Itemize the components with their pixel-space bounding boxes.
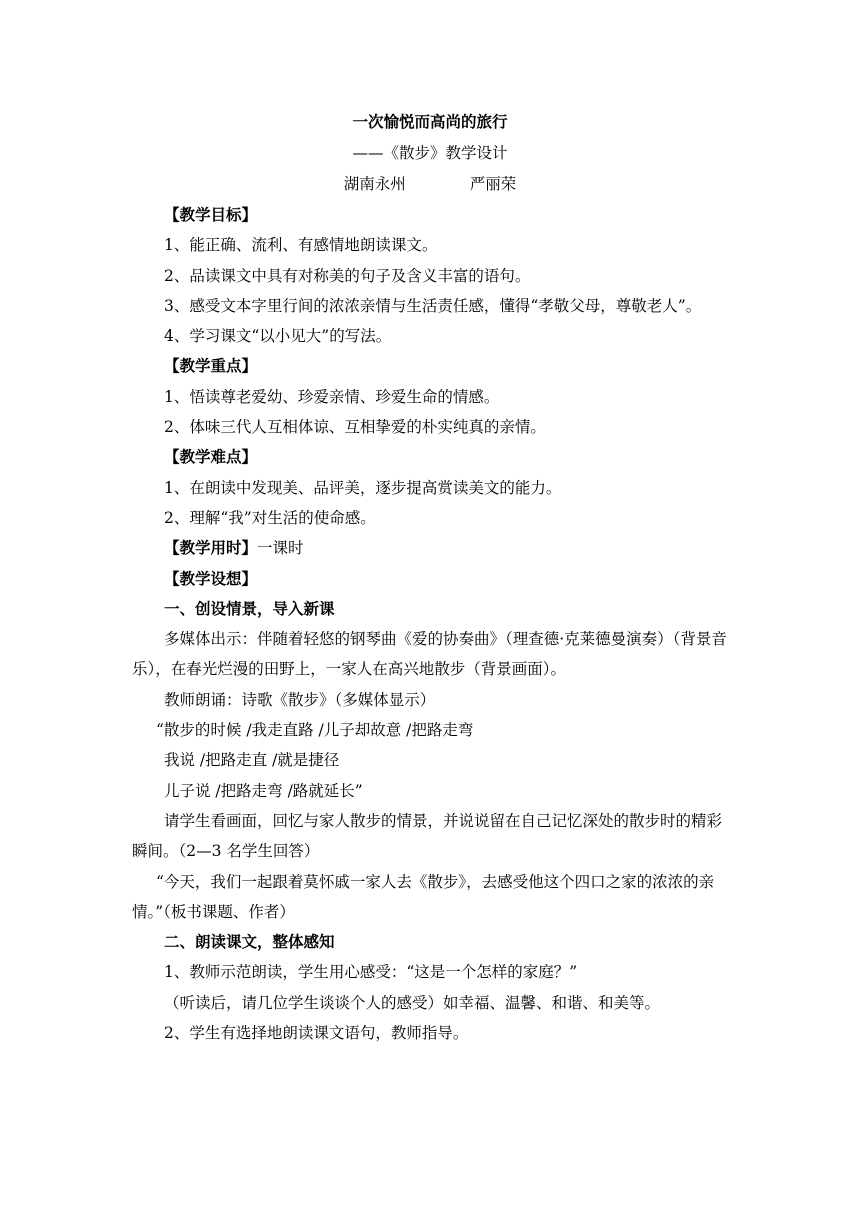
- key-point-item: 2、体味三代人互相体谅、互相挚爱的朴实纯真的亲情。: [164, 418, 546, 437]
- section-heading-time: 【教学用时】: [164, 538, 258, 558]
- part2-paragraph: （听读后，请几位学生谈谈个人的感受）如幸福、温馨、和谐、和美等。: [164, 993, 661, 1012]
- part1-paragraph: “今天，我们一起跟着莫怀戚一家人去《散步》，去感受他这个四口之家的浓浓的亲情。”（板书课题、作者）: [132, 872, 715, 921]
- document-subtitle: ——《散步》教学设计: [352, 144, 508, 162]
- objective-item: 3、感受文本字里行间的浓浓亲情与生活责任感，懂得“孝敬父母，尊敬老人”。: [164, 296, 702, 315]
- part1-paragraph: 教师朗诵：诗歌《散步》（多媒体显示）: [164, 690, 436, 709]
- difficulty-item: 2、理解“我”对生活的使命感。: [164, 508, 376, 527]
- teaching-time-value: 一课时: [257, 539, 304, 558]
- author-line: [0, 174, 860, 194]
- document-body: [132, 200, 732, 1048]
- part2-paragraph: 1、教师示范朗读，学生用心感受：“这是一个怎样的家庭？”: [164, 963, 578, 982]
- part1-paragraph: 请学生看画面，回忆与家人散步的情景，并说说留在自己记忆深处的散步时的精彩瞬间。（2—3 名学生回答）: [132, 811, 723, 861]
- poem-line: 儿子说 /把路走弯 /路就延长”: [164, 781, 363, 800]
- document-title: 一次愉悦而高尚的旅行: [352, 112, 508, 131]
- difficulty-item: 1、在朗读中发现美、品评美，逐步提高赏读美文的能力。: [164, 478, 562, 497]
- poem-line: 我说 /把路走直 /就是捷径: [164, 751, 340, 770]
- objective-item: 4、学习课文“以小见大”的写法。: [164, 327, 392, 346]
- section-heading-difficulties: 【教学难点】: [164, 447, 258, 467]
- teaching-time: [132, 533, 732, 563]
- objective-item: 1、能正确、流利、有感情地朗读课文。: [164, 236, 438, 255]
- part-heading-2: 二、朗读课文，整体感知: [164, 932, 335, 952]
- section-heading-objectives: 【教学目标】: [164, 205, 258, 224]
- section-heading-key-points: 【教学重点】: [164, 356, 258, 376]
- section-heading-design: 【教学设想】: [164, 568, 258, 588]
- poem-line: “散步的时候 /我走直路 /儿子却故意 /把路走弯: [156, 721, 474, 740]
- author-location: 湖南永州: [343, 175, 406, 193]
- key-point-item: 1、悟读尊老爱幼、珍爱亲情、珍爱生命的情感。: [164, 387, 500, 406]
- objective-item: 2、品读课文中具有对称美的句子及含义丰富的语句。: [164, 266, 531, 285]
- part-heading-1: 一、创设情景，导入新课: [164, 598, 335, 618]
- part1-paragraph: 多媒体出示：伴随着轻悠的钢琴曲《爱的协奏曲》（理查德·克莱德曼演奏）（背景音乐），在春光烂漫的田野上，一家人在高兴地散步（背景画面）。: [132, 630, 727, 679]
- part2-paragraph: 2、学生有选择地朗读课文语句，教师指导。: [164, 1024, 469, 1043]
- author-name: 严丽荣: [469, 175, 517, 193]
